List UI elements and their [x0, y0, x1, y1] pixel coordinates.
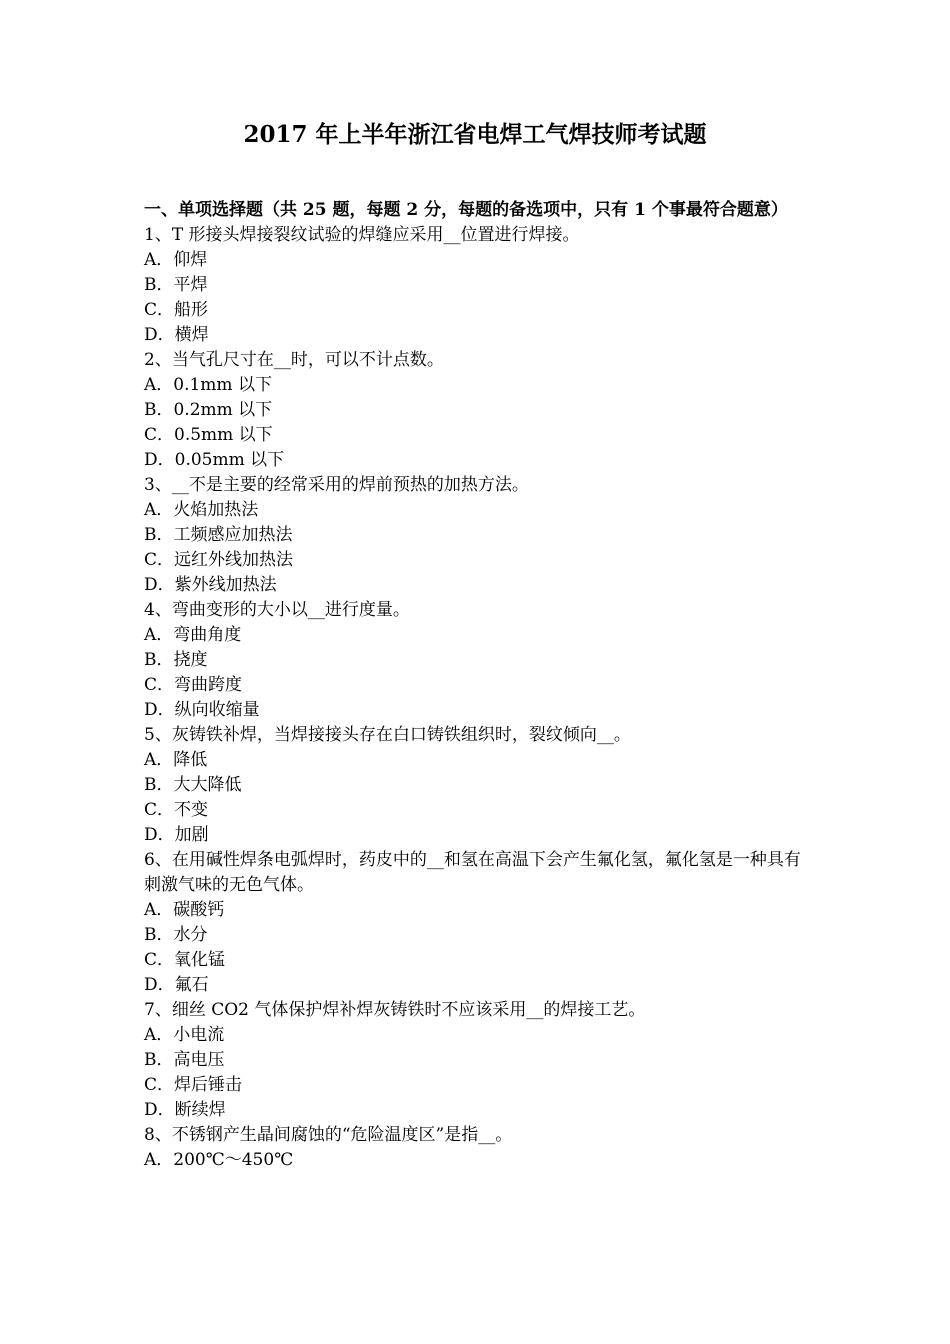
- option-d: D．加剧: [144, 825, 209, 845]
- option-d: D．断续焊: [144, 1100, 226, 1120]
- option-b: B．平焊: [144, 275, 208, 295]
- question-stem: 3、__不是主要的经常采用的焊前预热的加热方法。: [144, 475, 529, 495]
- option-b: B．高电压: [144, 1050, 225, 1070]
- option-a: A．碳酸钙: [144, 900, 225, 920]
- option-c: C．船形: [144, 300, 209, 320]
- question-5: [144, 723, 810, 848]
- option-c: C．远红外线加热法: [144, 550, 294, 570]
- option-a: A．小电流: [144, 1025, 225, 1045]
- question-6: [144, 848, 810, 998]
- option-d: D．紫外线加热法: [144, 575, 277, 595]
- question-8: [144, 1123, 810, 1173]
- question-2: [144, 348, 810, 473]
- option-b: B．挠度: [144, 650, 208, 670]
- question-stem: 8、不锈钢产生晶间腐蚀的“危险温度区”是指__。: [144, 1125, 513, 1145]
- option-b: B．大大降低: [144, 775, 242, 795]
- option-a: A．降低: [144, 750, 208, 770]
- question-stem: 7、细丝 CO2 气体保护焊补焊灰铸铁时不应该采用__的焊接工艺。: [144, 1000, 646, 1020]
- document-body: [144, 198, 810, 1173]
- question-7: [144, 998, 810, 1123]
- document-title: 2017 年上半年浙江省电焊工气焊技师考试题: [243, 121, 707, 148]
- question-stem: 4、弯曲变形的大小以__进行度量。: [144, 600, 410, 620]
- question-1: [144, 223, 810, 348]
- option-a: A．火焰加热法: [144, 500, 259, 520]
- option-c: C．0.5mm 以下: [144, 425, 273, 445]
- question-stem: 2、当气孔尺寸在__时，可以不计点数。: [144, 350, 444, 370]
- option-c: C．不变: [144, 800, 209, 820]
- question-4: [144, 598, 810, 723]
- section-heading: 一、单项选择题（共 25 题，每题 2 分，每题的备选项中，只有 1 个事最符合题意）: [144, 200, 788, 220]
- option-b: B．0.2mm 以下: [144, 400, 273, 420]
- option-c: C．焊后锤击: [144, 1075, 243, 1095]
- question-stem: 6、在用碱性焊条电弧焊时，药皮中的__和氢在高温下会产生氟化氢，氟化氢是一种具有刺激气味的无色气体。: [144, 850, 801, 895]
- option-b: B．水分: [144, 925, 208, 945]
- option-c: C．氧化锰: [144, 950, 226, 970]
- option-a: A．200℃～450℃: [144, 1150, 294, 1170]
- option-a: A．弯曲角度: [144, 625, 242, 645]
- question-stem: 5、灰铸铁补焊，当焊接接头存在白口铸铁组织时，裂纹倾向__。: [144, 725, 631, 745]
- option-d: D．氟石: [144, 975, 209, 995]
- question-3: [144, 473, 810, 598]
- option-d: D．纵向收缩量: [144, 700, 260, 720]
- option-a: A．仰焊: [144, 250, 208, 270]
- option-b: B．工频感应加热法: [144, 525, 293, 545]
- option-c: C．弯曲跨度: [144, 675, 243, 695]
- option-d: D．横焊: [144, 325, 209, 345]
- question-stem: 1、T 形接头焊接裂纹试验的焊缝应采用__位置进行焊接。: [144, 225, 580, 245]
- option-a: A．0.1mm 以下: [144, 375, 272, 395]
- option-d: D．0.05mm 以下: [144, 450, 285, 470]
